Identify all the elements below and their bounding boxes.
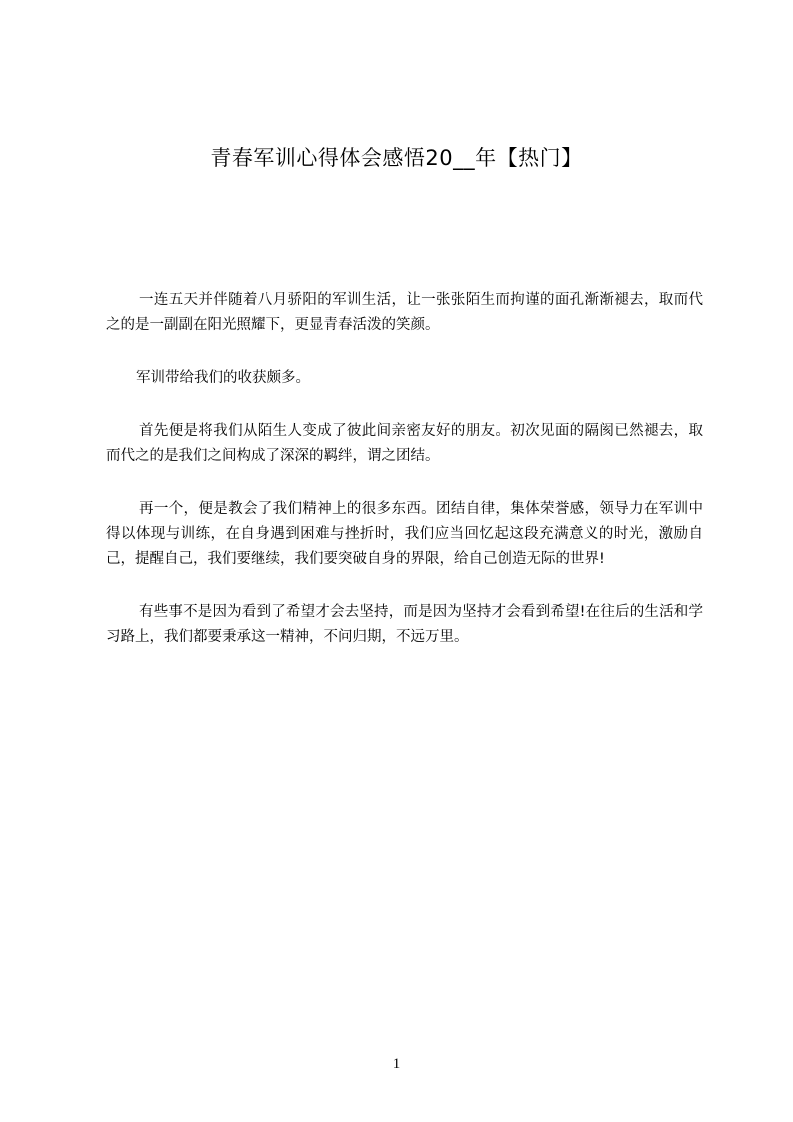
paragraph-3: 首先便是将我们从陌生人变成了彼此间亲密友好的朋友。初次见面的隔阂已然褪去，取而代之的是我们之间构成了深深的羁绊，谓之团结。 [106,423,703,464]
document-title: 青春军训心得体会感悟20__年【热门】 [210,146,583,170]
document-body [106,288,703,678]
paragraph-4: 再一个，便是教会了我们精神上的很多东西。团结自律，集体荣誉感，领导力在军训中得以体现与训练，在自身遇到困难与挫折时，我们应当回忆起这段充满意义的时光，激励自己，提醒自己，我们要继续，我们要突破自身的界限，给自己创造无际的世界! [106,501,703,567]
paragraph-2: 军训带给我们的收获颇多。 [136,370,310,386]
paragraph-1: 一连五天并伴随着八月骄阳的军训生活，让一张张陌生而拘谨的面孔渐渐褪去，取而代之的是一副副在阳光照耀下，更显青春活泼的笑颜。 [106,292,703,333]
page-number: 1 [392,1056,401,1072]
paragraph-5: 有些事不是因为看到了希望才会去坚持，而是因为坚持才会看到希望!在往后的生活和学习路上，我们都要秉承这一精神，不问归期，不远万里。 [106,604,703,645]
